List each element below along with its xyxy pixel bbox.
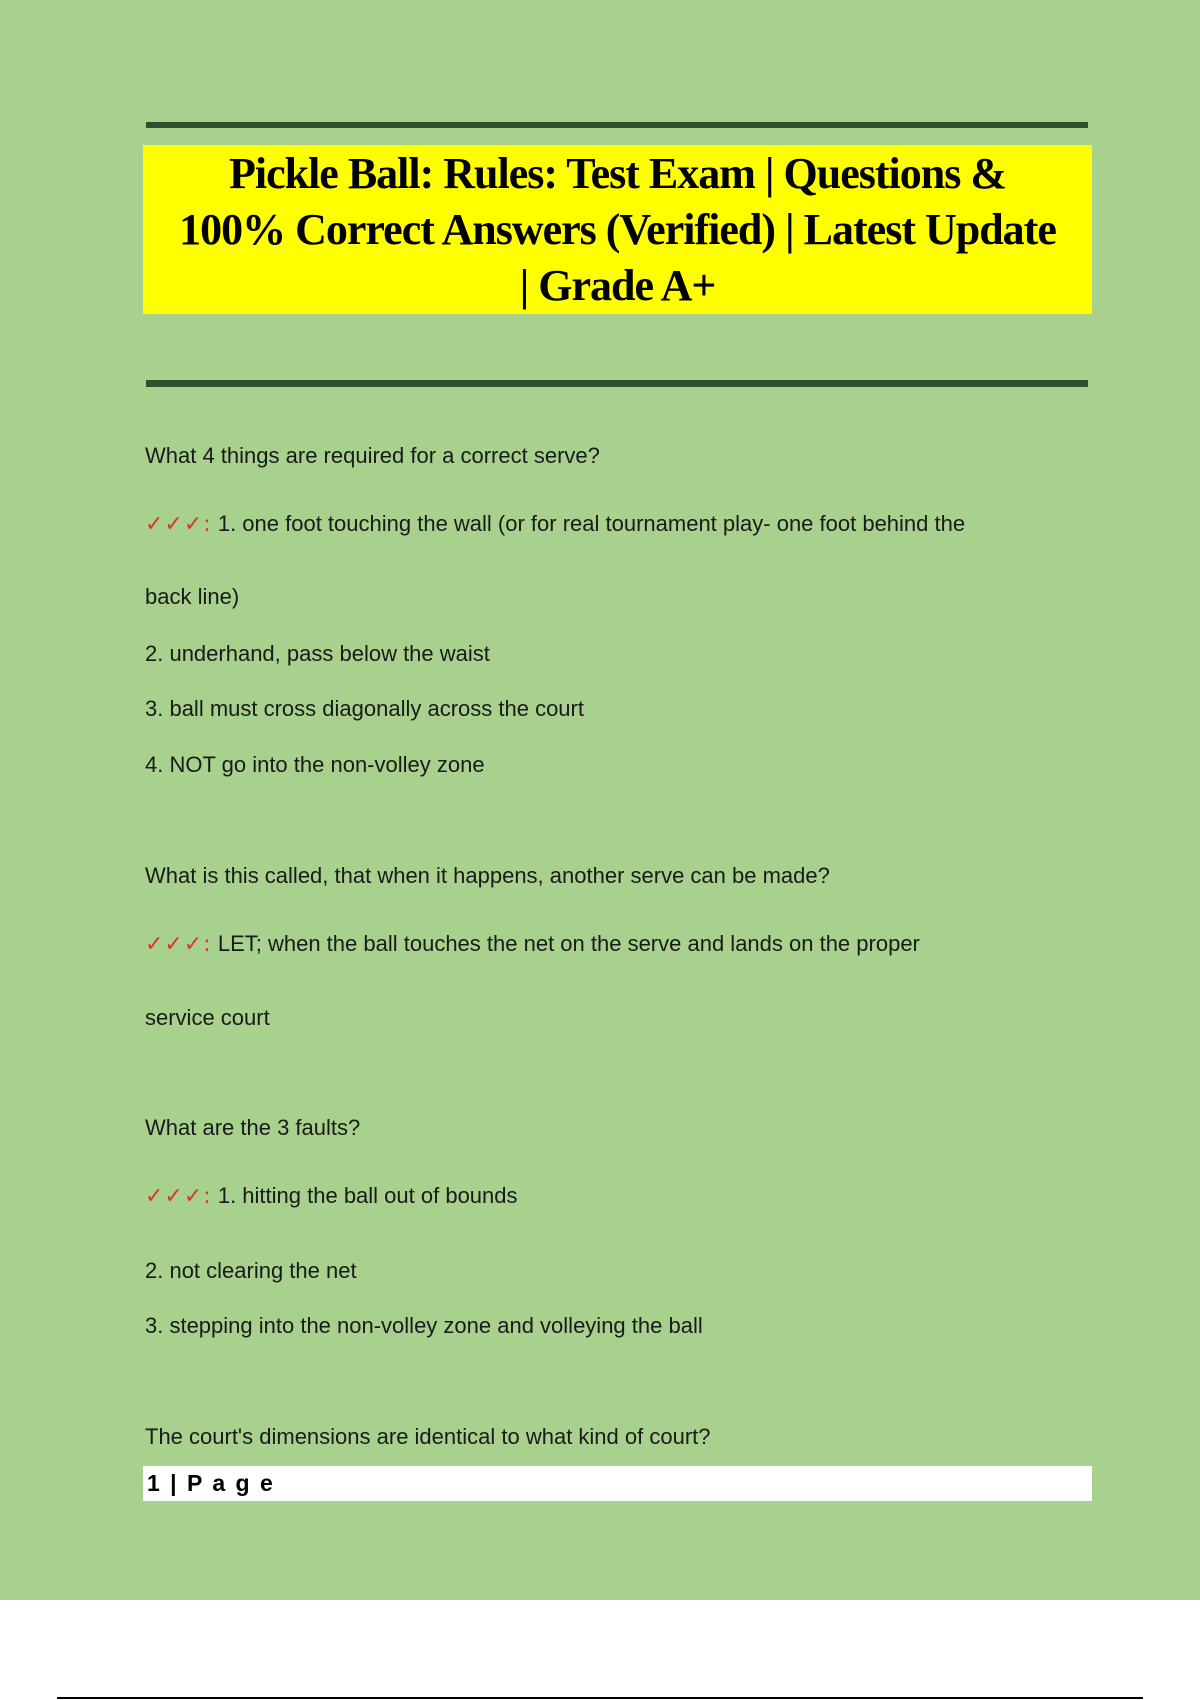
answer-1-line-4: 3. ball must cross diagonally across the court [145, 696, 584, 721]
answer-3-line-2: 2. not clearing the net [145, 1258, 357, 1283]
top-divider [146, 122, 1088, 128]
answer-3-line-3: 3. stepping into the non-volley zone and volleying the ball [145, 1313, 703, 1338]
page-edge-line [57, 1697, 1143, 1699]
page-footer [143, 1466, 1092, 1501]
answer-2-line-2: service court [145, 1005, 270, 1030]
title-banner [143, 145, 1092, 314]
answer-2-text: LET; when the ball touches the net on the serve and lands on the proper [217, 931, 920, 956]
answer-3 [145, 1182, 518, 1211]
question-1: What 4 things are required for a correct serve? [145, 443, 600, 468]
check-mark-icon: ✓✓✓: [145, 512, 212, 537]
document-title: Pickle Ball: Rules: Test Exam | Questions & 100% Correct Answers (Verified) | Latest Update | Grade A+ [179, 148, 1056, 310]
answer-1-text: 1. one foot touching the wall (or for real tournament play- one foot behind the [217, 511, 966, 536]
answer-1-line-5: 4. NOT go into the non-volley zone [145, 752, 485, 777]
answer-1-line-2: back line) [145, 584, 240, 609]
answer-3-text: 1. hitting the ball out of bounds [217, 1183, 518, 1208]
question-2: What is this called, that when it happens, another serve can be made? [145, 863, 830, 888]
answer-2 [145, 930, 920, 959]
answer-1 [145, 510, 965, 539]
bottom-divider [146, 380, 1088, 387]
question-3: What are the 3 faults? [145, 1115, 361, 1140]
question-4: The court's dimensions are identical to what kind of court? [145, 1424, 711, 1449]
check-mark-icon: ✓✓✓: [145, 1184, 212, 1209]
answer-1-line-3: 2. underhand, pass below the waist [145, 641, 490, 666]
check-mark-icon: ✓✓✓: [145, 932, 212, 957]
page-number: 1 | P a g e [147, 1470, 275, 1496]
